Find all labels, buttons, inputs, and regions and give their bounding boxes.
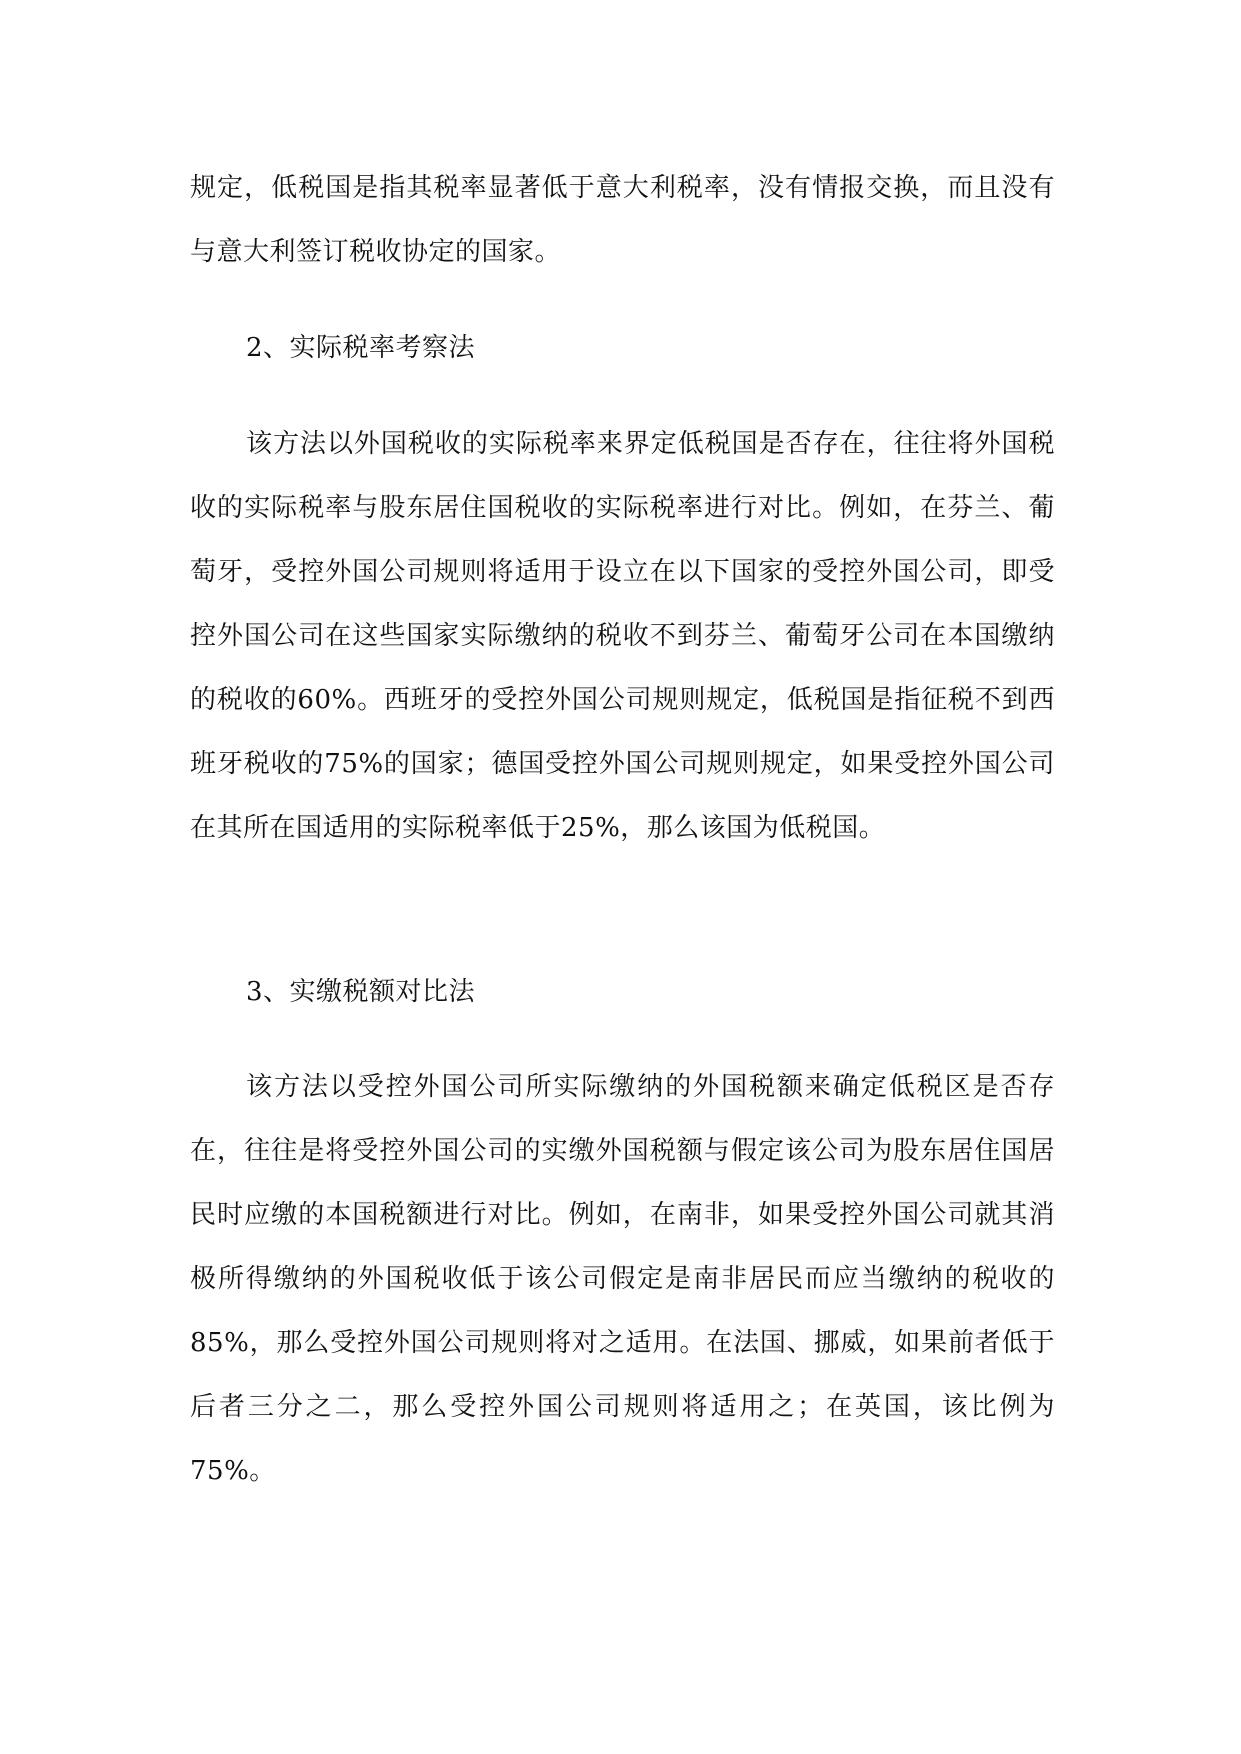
body-paragraph-2: 该方法以外国税收的实际税率来界定低税国是否存在，往往将外国税收的实际税率与股东居住国税收的实际税率进行对比。例如，在芬兰、葡萄牙，受控外国公司规则将适用于设立在以下国家的受控外国公司，即受控外国公司在这些国家实际缴纳的税收不到芬兰、葡萄牙公司在本国缴纳的税收的60%。西班牙的受控外国公司规则规定，低税国是指征税不到西班牙税收的75%的国家；德国受控外国公司规则规定，如果受控外国公司在其所在国适用的实际税率低于25%，那么该国为低税国。	[190, 429, 1055, 843]
body-paragraph-3: 该方法以受控外国公司所实际缴纳的外国税额来确定低税区是否存在，往往是将受控外国公司的实缴外国税额与假定该公司为股东居住国居民时应缴的本国税额进行对比。例如，在南非，如果受控外国公司就其消极所得缴纳的外国税收低于该公司假定是南非居民而应当缴纳的税收的85%，那么受控外国公司规则将对之适用。在法国、挪威，如果前者低于后者三分之二，那么受控外国公司规则将适用之；在英国，该比例为75%。	[190, 1072, 1055, 1486]
continuation-paragraph: 规定，低税国是指其税率显著低于意大利税率，没有情报交换，而且没有与意大利签订税收协定的国家。	[190, 173, 1055, 267]
section-heading-3: 3、实缴税额对比法	[246, 977, 476, 1007]
section-heading-2: 2、实际税率考察法	[246, 333, 476, 363]
